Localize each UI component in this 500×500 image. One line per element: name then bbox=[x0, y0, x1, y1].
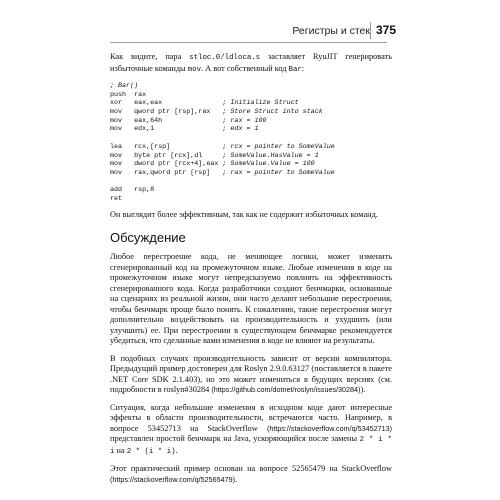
code-operands: rsp,8 bbox=[134, 186, 155, 195]
code-opcode: mov bbox=[110, 116, 135, 125]
code-line bbox=[110, 117, 392, 126]
code-operands: dword ptr [rcx+4],eax bbox=[134, 160, 223, 169]
code-opcode: mov bbox=[110, 168, 135, 177]
code-operands: byte ptr [rcx],dl bbox=[134, 151, 223, 160]
stackoverflow-link[interactable]: (https://stackoverflow.com/q/53452713) bbox=[266, 423, 392, 433]
code-comment: ; rcx = pointer to SomeValue bbox=[222, 142, 335, 151]
code-operands: rax bbox=[134, 90, 147, 99]
code-opcode: lea bbox=[110, 142, 135, 151]
code-operands: rcx,[rsp] bbox=[134, 142, 223, 151]
code-opcode: mov bbox=[110, 151, 135, 160]
code-opcode: mov bbox=[110, 125, 135, 134]
discussion-paragraph-2: В подобных случаях производительность зависит от версии компилятора. Предыдущий пример достоверен для Roslyn 2.9.0.63127 (поставляется в пакете .NET Core SDK 2.1.403), но это может измениться в будущих версиях (см. подробности в roslyn#30284 (https://github.com/dotnet/roslyn/issues/30284)). bbox=[110, 353, 392, 395]
code-line bbox=[110, 152, 392, 161]
inline-code: mov bbox=[187, 65, 202, 74]
code-comment: ; SomeValue.HasValue = 1 bbox=[222, 151, 319, 160]
code-line bbox=[110, 108, 392, 117]
code-line bbox=[110, 195, 392, 204]
running-header bbox=[0, 22, 500, 46]
code-opcode: add bbox=[110, 186, 135, 195]
code-comment: ; SomeValue.Value = 100 bbox=[222, 160, 315, 169]
discussion-paragraph-1: Любое перестроение кода, не меняющее логики, может изменить сгенерированный код на промежуточном языке. Любые изменения в коде на промежуточном языке могут непредсказуемо повлиять на эффективность сгенерированного кода. Когда разработчики создают бенчмарки, основанные на сценариях из реальной жизни, они часто делают небольшие перестроения, чтобы бенчмарк проще было понять. К сожалению, такие перестроения могут дополнительно воздействовать на производительность и ухудшить (или улучшить) ее. При перестроении в существующем бенчмарке рекомендуется убедиться, что сделанные вами изменения в коде не влияют на результаты. bbox=[110, 252, 392, 346]
assembly-listing bbox=[110, 82, 392, 204]
inline-code: stloc.0/ldloca.s bbox=[189, 54, 261, 62]
code-operands: eax,eax bbox=[134, 99, 223, 108]
code-line bbox=[110, 82, 392, 91]
code-opcode: xor bbox=[110, 99, 135, 108]
code-comment: ; rax = pointer to SomeValue bbox=[222, 168, 335, 177]
discussion-paragraph-4: Этот практический пример основан на вопросе 52565479 на StackOverflow (https://stackoverflow.com/q/52565479). bbox=[110, 464, 392, 484]
running-header-title: Регистры и стек bbox=[292, 25, 370, 37]
code-comment: ; edx = 1 bbox=[222, 125, 259, 134]
code-line bbox=[110, 143, 392, 152]
page-number: 375 bbox=[376, 23, 397, 37]
inline-code: 2 * (i * i) bbox=[126, 447, 176, 456]
intro-paragraph: Как видите, пара stloc.0/ldloca.s заставляет RyuJIT генерировать избыточные команды mov. А вот собственный код Bar: bbox=[110, 52, 392, 74]
code-line bbox=[110, 99, 392, 108]
code-operands: qword ptr [rsp],rax bbox=[134, 108, 223, 117]
code-comment: ; rax = 100 bbox=[222, 116, 267, 125]
code-blank-line bbox=[110, 178, 392, 187]
code-blank-line bbox=[110, 134, 392, 143]
inline-code: Bar bbox=[288, 65, 302, 74]
code-opcode: push bbox=[110, 90, 135, 99]
header-separator bbox=[370, 22, 371, 39]
code-line bbox=[110, 160, 392, 169]
inline-code: 2 * i * i bbox=[110, 436, 392, 456]
discussion-paragraph-3: Ситуация, когда небольшие изменения в исходном коде дают интересные эффекты в области производительности, встречаются часто. Например, в вопросе 53452713 на StackOverflow (https://stackoverflow.com/q/53452713) представлен простой бенчмарк на Java, ускоряющийся после замены 2 * i * i на 2 * (i * i). bbox=[110, 402, 392, 456]
code-operands: edx,1 bbox=[134, 125, 223, 134]
page-body bbox=[110, 52, 392, 485]
code-operands: eax,64h bbox=[134, 116, 223, 125]
section-heading: Обсуждение bbox=[110, 230, 186, 246]
code-opcode: mov bbox=[110, 160, 135, 169]
code-line bbox=[110, 91, 392, 100]
code-operands: rax,qword ptr [rsp] bbox=[134, 168, 223, 177]
code-label: ; Bar() bbox=[110, 82, 139, 90]
code-opcode: ret bbox=[110, 194, 135, 203]
code-comment: ; Store Struct into stack bbox=[222, 108, 323, 117]
header-rule bbox=[110, 42, 387, 43]
code-line bbox=[110, 186, 392, 195]
code-line bbox=[110, 169, 392, 178]
after-code-paragraph: Он выглядит более эффективным, так как не содержит избыточных команд. bbox=[110, 209, 378, 219]
issue-link[interactable]: (https://github.com/dotnet/roslyn/issues/30284) bbox=[211, 385, 361, 395]
code-comment: ; Initialize Struct bbox=[222, 99, 299, 108]
code-line bbox=[110, 125, 392, 134]
stackoverflow-link[interactable]: (https://stackoverflow.com/q/52565479) bbox=[110, 474, 236, 484]
code-opcode: mov bbox=[110, 108, 135, 117]
